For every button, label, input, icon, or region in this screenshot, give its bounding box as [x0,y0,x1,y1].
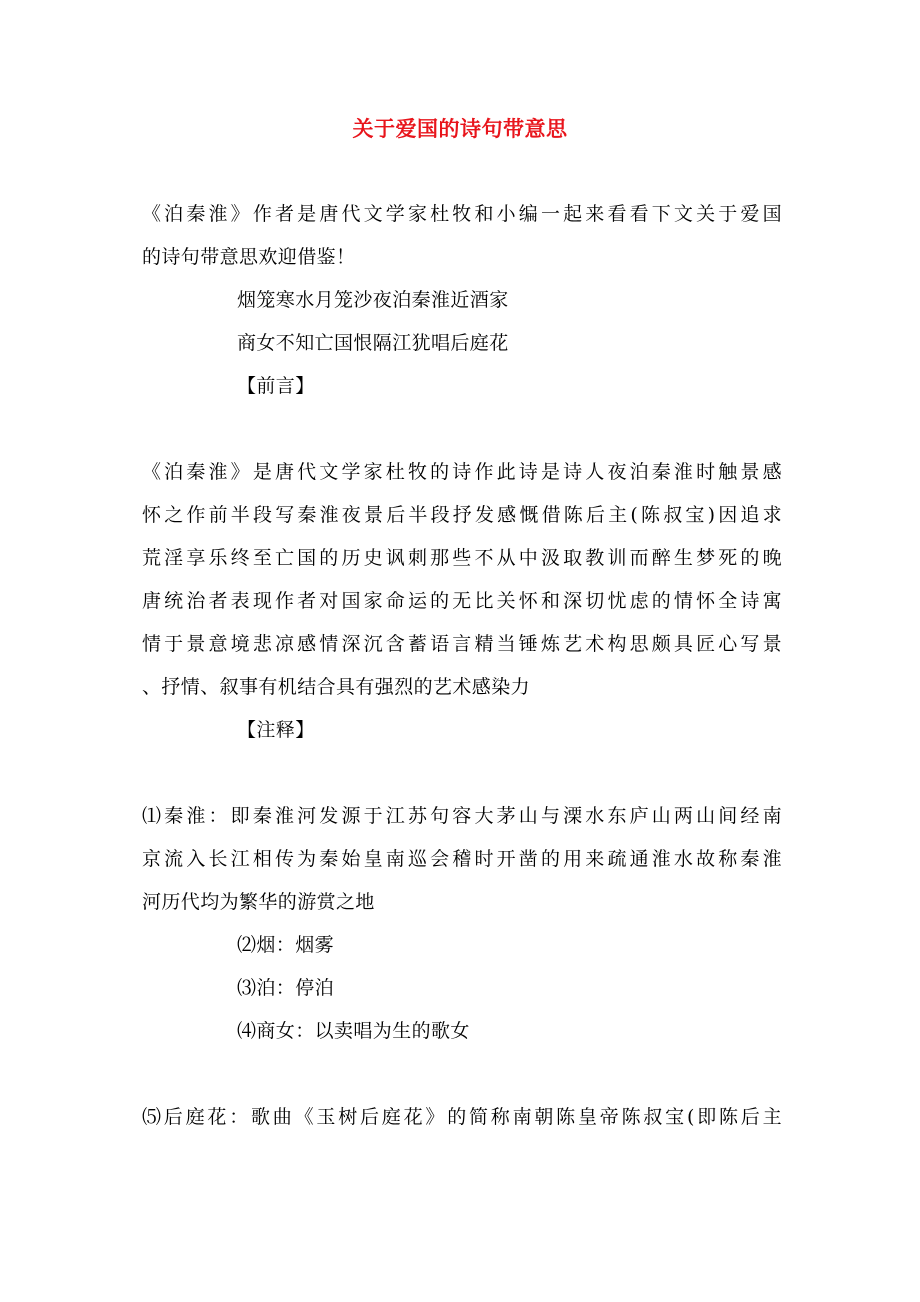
poem-line-2: 商女不知亡国恨隔江犹唱后庭花 [237,332,509,354]
note-5-line-1: ⑸后庭花：歌曲《玉树后庭花》的简称南朝陈皇帝陈叔宝(即陈后主 [142,1106,782,1128]
note-4: ⑷商女：以卖唱为生的歌女 [237,1020,470,1042]
note-1-line-2: 京流入长江相传为秦始皇南巡会稽时开凿的用来疏通淮水故称秦淮 [142,848,782,870]
preface-heading: 【前言】 [237,375,315,397]
intro-line-2: 的诗句带意思欢迎借鉴！ [142,246,356,268]
note-2: ⑵烟：烟雾 [237,934,335,956]
document-title: 关于爱国的诗句带意思 [352,116,568,141]
preface-line-3: 荒淫享乐终至亡国的历史讽刺那些不从中汲取教训而醉生梦死的晚 [142,547,782,569]
preface-line-6: 、抒情、叙事有机结合具有强烈的艺术感染力 [142,676,531,698]
preface-line-4: 唐统治者表现作者对国家命运的无比关怀和深切忧虑的情怀全诗寓 [142,590,782,612]
intro-line-1: 《泊秦淮》作者是唐代文学家杜牧和小编一起来看看下文关于爱国 [142,203,782,225]
preface-line-1: 《泊秦淮》是唐代文学家杜牧的诗作此诗是诗人夜泊秦淮时触景感 [142,461,782,483]
poem-line-1: 烟笼寒水月笼沙夜泊秦淮近酒家 [237,289,509,311]
note-1-line-1: ⑴秦淮：即秦淮河发源于江苏句容大茅山与溧水东庐山两山间经南 [142,805,782,827]
preface-line-2: 怀之作前半段写秦淮夜景后半段抒发感慨借陈后主(陈叔宝)因追求 [142,504,782,526]
note-3: ⑶泊：停泊 [237,977,335,999]
preface-line-5: 情于景意境悲凉感情深沉含蓄语言精当锤炼艺术构思颇具匠心写景 [142,633,782,655]
notes-heading: 【注释】 [237,719,315,741]
note-1-line-3: 河历代均为繁华的游赏之地 [142,891,375,913]
